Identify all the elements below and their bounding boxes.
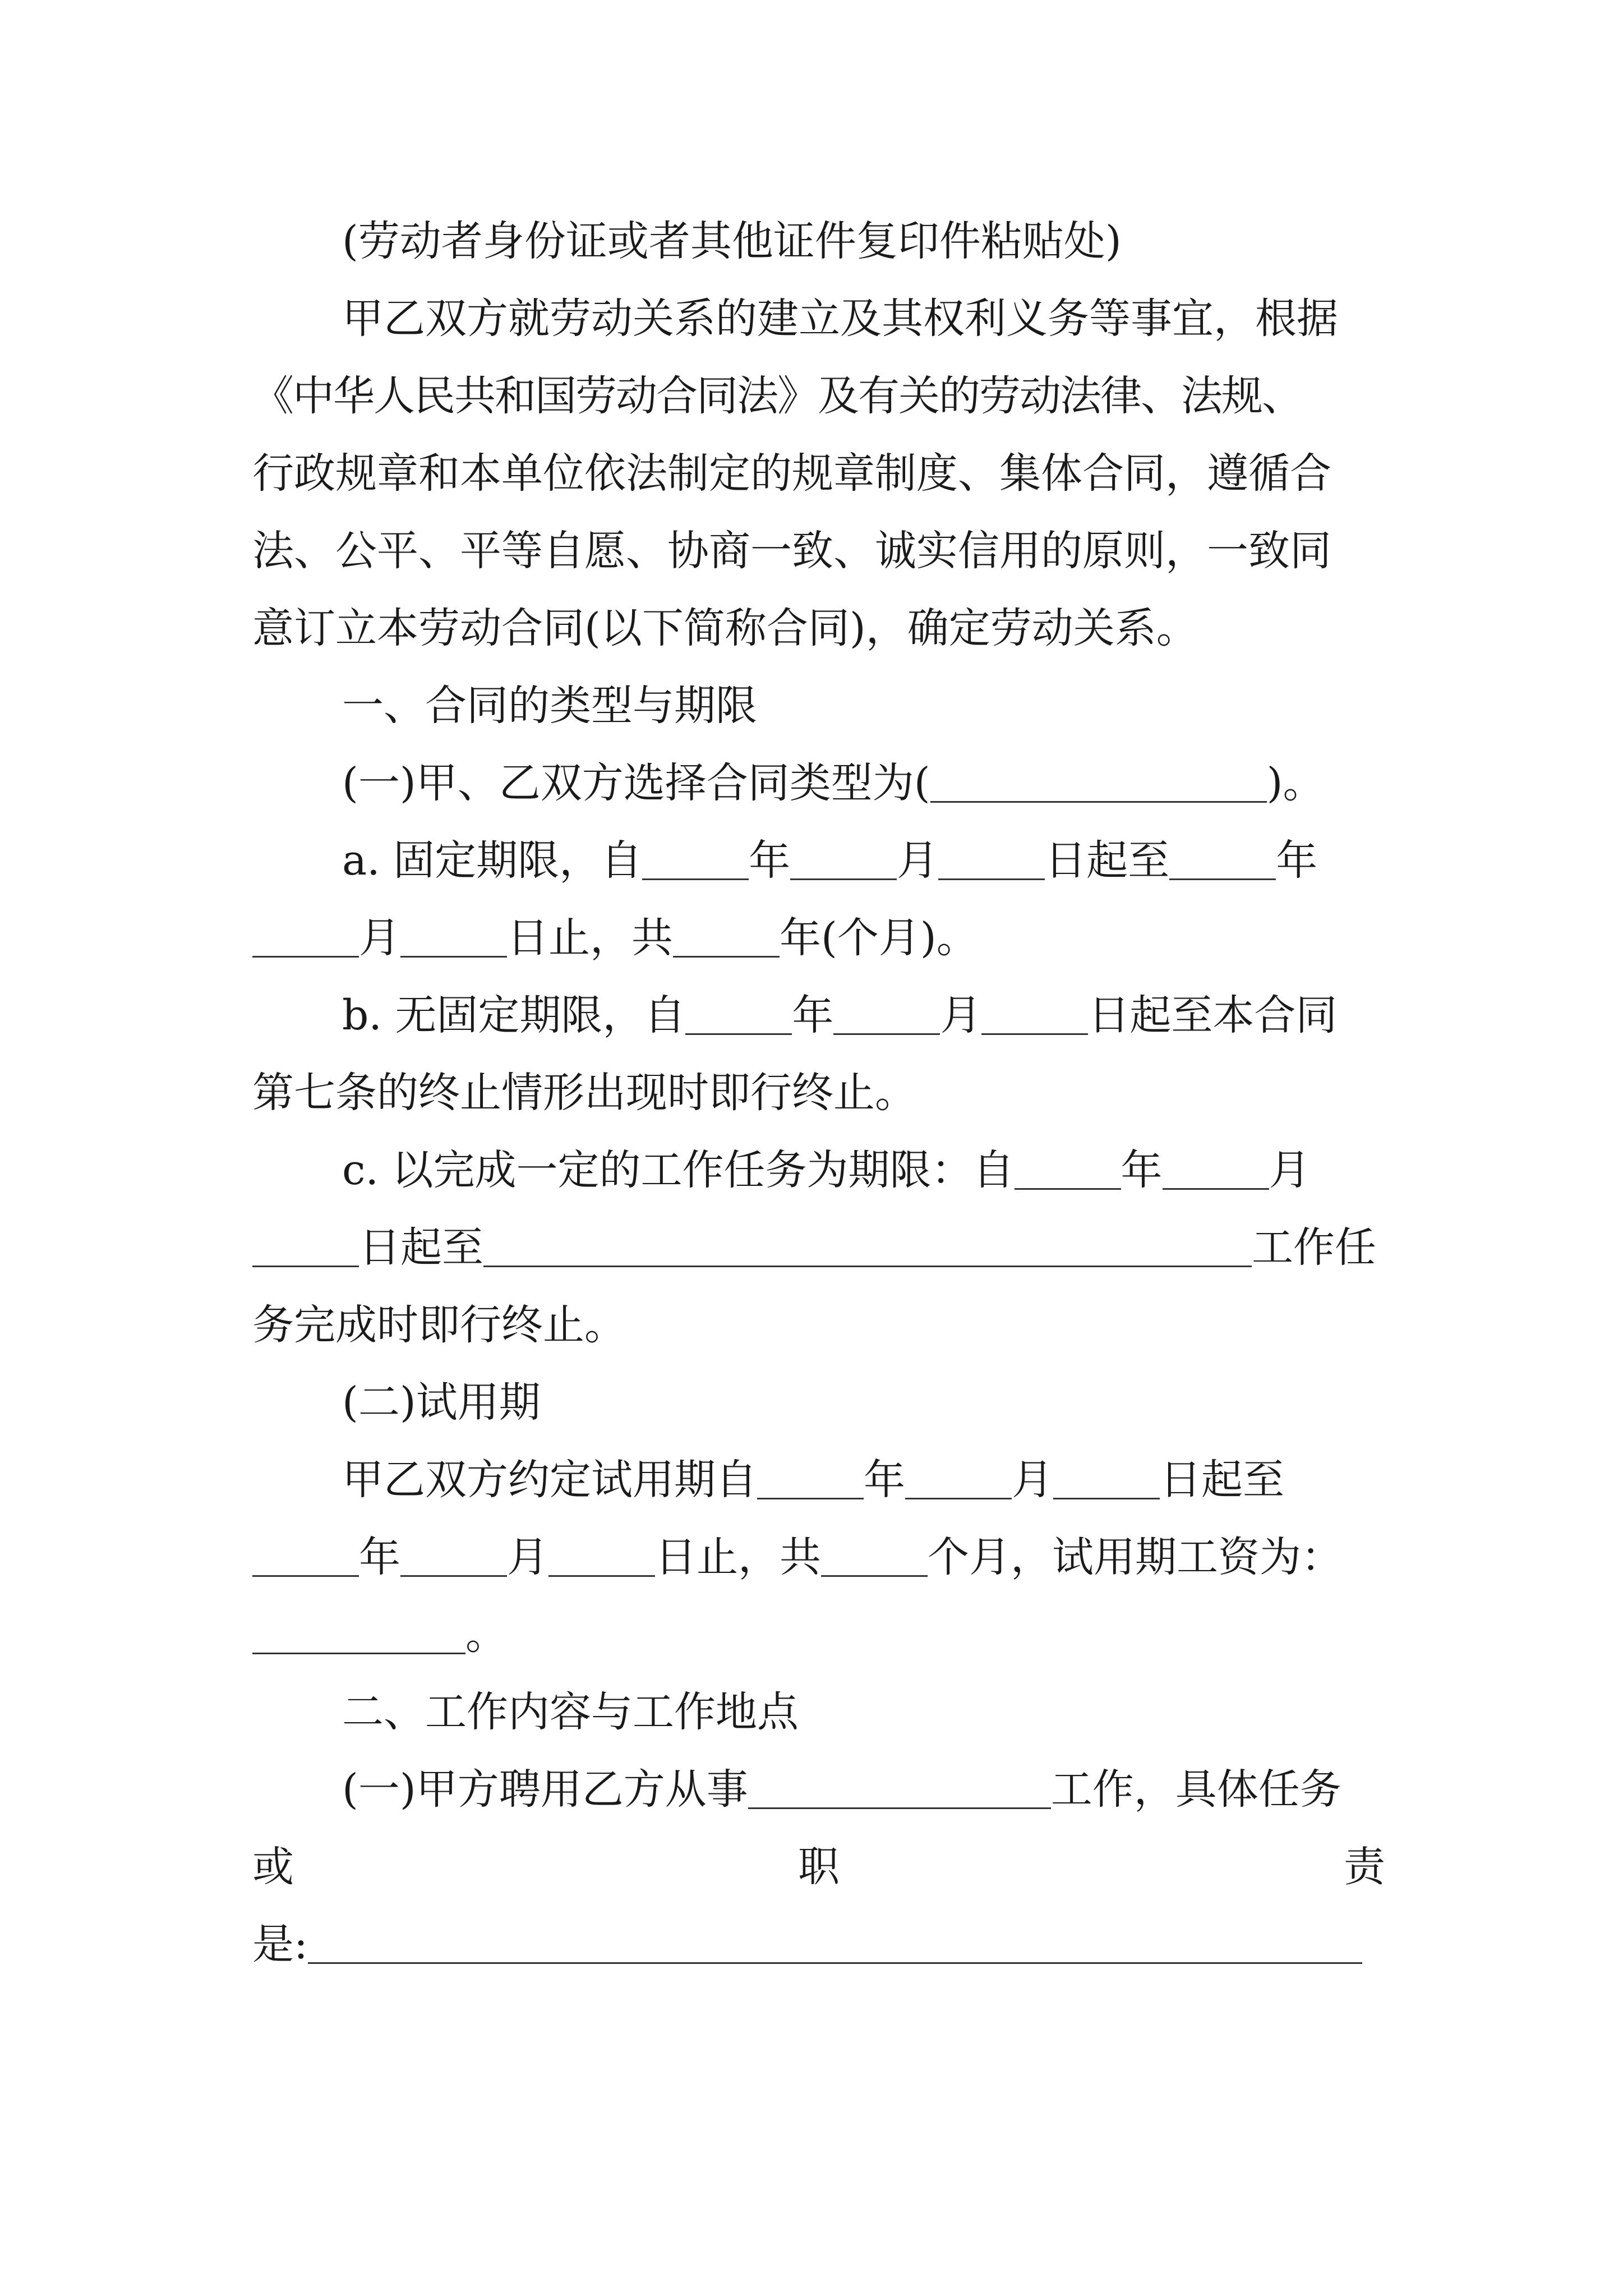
word-zhi: 职 [798, 1843, 1085, 1891]
probation-line-2 [252, 1518, 1385, 1596]
unit-month: 月 [1269, 1146, 1311, 1194]
blank-field [1015, 1188, 1121, 1190]
word-huo: 或 [252, 1843, 540, 1891]
text-until-total: 日止，共 [507, 914, 673, 962]
job-line-3 [252, 1905, 1385, 1984]
option-c-line-2 [252, 1208, 1385, 1287]
contract-type-close: )。 [1266, 759, 1325, 807]
blank-field [905, 1497, 1012, 1499]
text-from-to: 日起至 [359, 1223, 483, 1272]
task-blank [483, 1265, 1252, 1267]
option-a-line-1 [342, 821, 1475, 900]
wage-blank [252, 1652, 465, 1654]
blank-field [252, 1575, 359, 1577]
preamble-line-3: 行政规章和本单位依法制定的规章制度、集体合同，遵循合 [252, 449, 1331, 498]
preamble-line-4: 法、公平、平等自愿、协商一致、诚实信用的原则，一致同 [252, 527, 1331, 575]
unit-year: 年 [359, 1533, 400, 1581]
unit-year: 年 [864, 1456, 905, 1504]
unit-year: 年 [792, 991, 834, 1039]
option-c-line-3: 务完成时即行终止。 [252, 1301, 626, 1349]
contract-type-blank [930, 800, 1267, 803]
preamble-line-5: 意订立本劳动合同(以下简称合同)，确定劳动关系。 [252, 604, 1198, 652]
blank-field [981, 1033, 1088, 1035]
option-c-label: c. 以完成一定的工作任务为期限：自 [342, 1146, 1015, 1194]
blank-field [252, 1265, 359, 1267]
preamble-line-2: 《中华人民共和国劳动合同法》及有关的劳动法律、法规、 [252, 372, 1302, 420]
contract-type-line [342, 744, 1475, 822]
preamble-line-1: 甲乙双方就劳动关系的建立及其权利义务等事宜，根据 [342, 295, 1338, 343]
job-line-2 [252, 1828, 1385, 1906]
blank-field [938, 878, 1045, 880]
text-until-contract: 日起至本合同 [1088, 991, 1338, 1039]
blank-field [790, 878, 897, 880]
unit-year: 年 [1276, 836, 1318, 885]
probation-line-1 [342, 1441, 1475, 1519]
option-b-line-1 [342, 976, 1475, 1055]
option-c-line-1 [342, 1131, 1475, 1209]
option-a-label: a. 固定期限，自 [342, 836, 643, 885]
period-mark: 。 [465, 1611, 507, 1659]
blank-field [252, 955, 359, 958]
probation-heading: (二)试用期 [342, 1378, 541, 1427]
text-from-to: 日起至 [1045, 836, 1170, 885]
blank-field [400, 1575, 507, 1577]
blank-field [400, 955, 507, 958]
probation-line-3 [252, 1595, 1385, 1674]
job-line-1 [342, 1750, 1475, 1829]
option-b-label: b. 无固定期限，自 [342, 991, 686, 1039]
blank-field [1163, 1188, 1269, 1190]
blank-field [548, 1575, 655, 1577]
unit-month: 月 [507, 1533, 548, 1581]
unit-month: 月 [1012, 1456, 1053, 1504]
option-a-line-2 [252, 899, 1385, 977]
option-b-line-2: 第七条的终止情形出现时即行终止。 [252, 1069, 916, 1117]
section-heading-1: 一、合同的类型与期限 [342, 682, 757, 730]
unit-month: 月 [940, 991, 982, 1039]
job-label: (一)甲方聘用乙方从事 [342, 1765, 748, 1814]
text-job-tasks: 工作，具体任务 [1050, 1765, 1341, 1814]
text-is: 是: [252, 1920, 308, 1968]
unit-month: 月 [359, 914, 400, 962]
unit-year: 年 [1121, 1146, 1163, 1194]
id-copy-note: (劳动者身份证或者其他证件复印件粘贴处) [342, 217, 1122, 265]
contract-type-label: (一)甲、乙双方选择合同类型为( [342, 759, 930, 807]
blank-field [821, 1575, 928, 1577]
duties-blank [308, 1962, 1362, 1964]
probation-label: 甲乙双方约定试用期自 [342, 1456, 757, 1504]
blank-field [642, 878, 749, 880]
word-ze: 责 [1344, 1843, 1385, 1891]
blank-field [673, 955, 780, 958]
job-blank [748, 1807, 1051, 1809]
text-task: 工作任 [1252, 1223, 1376, 1272]
section-heading-2: 二、工作内容与工作地点 [342, 1688, 799, 1736]
blank-field [1053, 1497, 1160, 1499]
unit-year-month: 年(个月)。 [780, 914, 978, 962]
blank-field [757, 1497, 864, 1499]
text-probation-wage: 个月，试用期工资为： [928, 1533, 1343, 1581]
text-from-to: 日起至 [1160, 1456, 1284, 1504]
blank-field [685, 1033, 792, 1035]
unit-month: 月 [897, 836, 939, 885]
text-until-total: 日止，共 [655, 1533, 821, 1581]
blank-field [1169, 878, 1276, 880]
blank-field [833, 1033, 940, 1035]
unit-year: 年 [749, 836, 791, 885]
